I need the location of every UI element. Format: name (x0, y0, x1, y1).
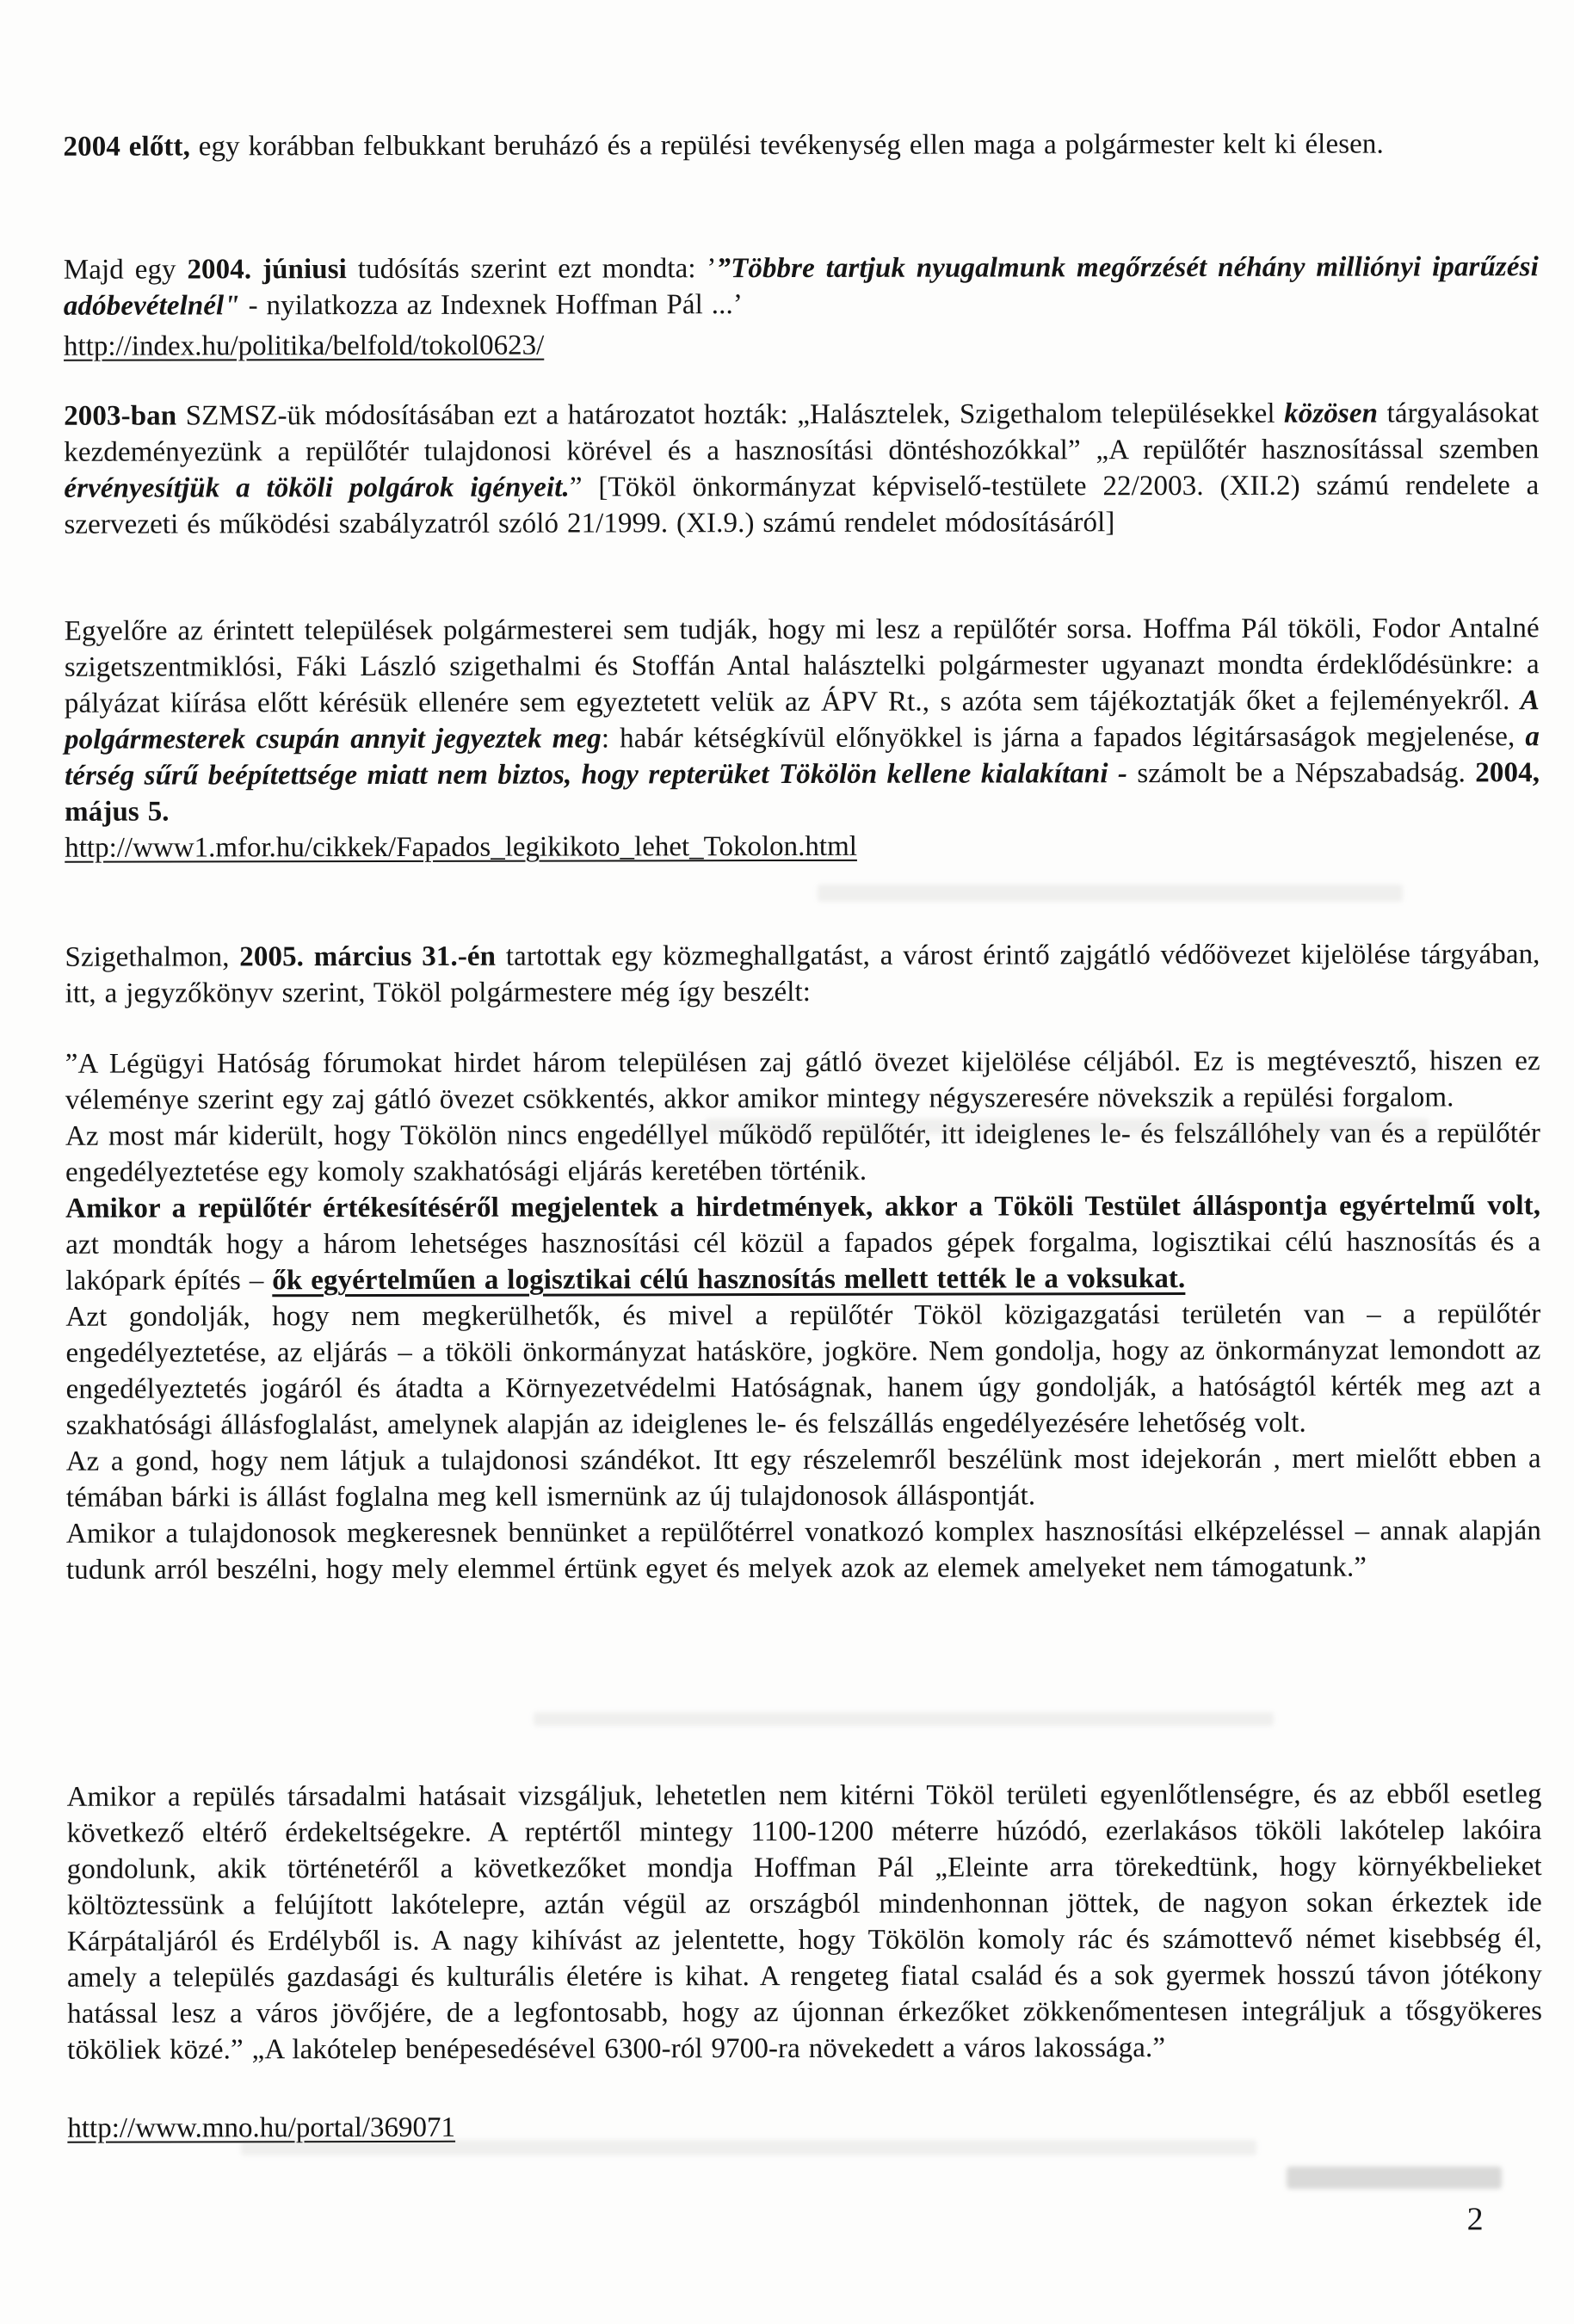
paragraph-azt-gondoljak: Azt gondolják, hogy nem megkerülhetők, és mivel a repülőtér Tököl közigazgatási területén van – a repülőtér engedélyeztetése, az eljárás – a tököli önkormányzat hatásköre, jogköre. Nem gondolja, hogy az önkormányzat lemondott az engedélyeztetés jogáról és átadta a Környezetvédelmi Hatóságnak, hanem úgy gondolják, a hatóságtól kérték meg azt a szakhatósági állásfoglalást, amelynek alapján az ideiglenes le- és felszállás engedélyezésére lehetőség volt. (65, 1298, 1541, 1441)
text-run-bold: 2005. március 31.-én (239, 940, 497, 973)
text-run-bold: 2003-ban (64, 400, 177, 432)
text-run: Egyelőre az érintett települések polgármesterei sem tudják, hogy mi lesz a repülőtér sorsa. Hoffma Pál tököli, Fodor Antalné szigetszentmiklósi, Fáki László szigethalmi és Stoffán Antal halásztelki polgármester ugyanazt mondta érdeklődésünkre: a pályázat kiírása előtt kérésük ellenére sem egyeztetett velük az ÁPV Rt., s azóta sem tájékoztatják őket a fejleményekről. (64, 613, 1540, 719)
text-run: - nyilatkozza az Indexnek Hoffman Pál ...’ (239, 289, 743, 322)
paragraph-polgarmesterek (65, 610, 1540, 830)
text-run-bold-italic: érvényesítjük a tököli polgárok igényeit. (64, 472, 570, 504)
link-index-url: http://index.hu/politika/belfold/tokol0623/ (63, 330, 545, 362)
link-mfor-url: http://www1.mfor.hu/cikkek/Fapados_legikikoto_lehet_Tokolon.html (65, 830, 857, 864)
text-run: egy korábban felbukkant beruházó és a repülési tevékenység ellen maga a polgármester kelt ki élesen. (189, 128, 1384, 163)
text-run: : habár kétségkívül előnyökkel is járna a fapados légitársaságok megjelenése, (601, 721, 1526, 755)
text-run: tárgyalásokat kezdeményezünk a repülőtér tulajdonosi körével és a hasznosítási döntéshozókkal” „A repülőtér hasznosítással szemben (64, 398, 1540, 468)
scan-artifact (706, 1119, 1429, 1134)
paragraph-tulajdonosok: Amikor a tulajdonosok megkeresnek bennünket a repülőtérrel vonatkozó komplex hasznosítási elképzeléssel – annak alapján tudunk arról beszélni, hogy mely elemmel értünk egyet és melyek azok az elemek amelyeket nem támogatunk.” (65, 1515, 1541, 1586)
text-run: azt mondták hogy a három lehetséges hasznosítási cél közül a fapados gépek forgalma, logisztikai célú hasznosítás és a lakópark építés – (65, 1226, 1541, 1297)
text-run-bold-italic: ”Többre tartjuk nyugalmunk megőrzését néhány milliónyi iparűzési adóbevételnél" (63, 251, 1539, 322)
scan-artifact (534, 1712, 1274, 1726)
scan-artifact (818, 885, 1403, 902)
paragraph-az-a-gond: Az a gond, hogy nem látjuk a tulajdonosi szándékot. Itt egy részelemről beszélünk most idejekorán , mert mielőtt ebben a témában bárki is állást foglalna meg kell ismernünk az új tulajdonosok álláspontját. (65, 1443, 1541, 1513)
paragraph-2004-elott (63, 126, 1538, 165)
text-run-bold-underline: ők egyértelműen a logisztikai célú hasznosítás mellett tették le a voksukat. (272, 1263, 1186, 1297)
text-run-bold: Amikor a repülőtér értékesítéséről megjelentek a hirdetmények, akkor a Tököli Testület álláspontja egyértelmű volt, (65, 1190, 1541, 1224)
link-mno-url: http://www.mno.hu/portal/369071 (67, 2111, 456, 2144)
text-run: Majd egy (63, 254, 188, 286)
text-run: Szigethalmon, (65, 941, 240, 973)
paragraph-2003-szmsz (64, 395, 1539, 543)
text-run-bold: 2004. júniusi (187, 254, 347, 286)
scan-artifact (241, 2140, 1256, 2155)
text-run-bold: 2004, május 5. (65, 757, 1540, 828)
text-run: tudósítás szerint ezt mondta: ’ (346, 253, 717, 286)
paragraph-2004-juniusi (64, 249, 1539, 324)
text-run-bold: 2004 előtt, (63, 131, 190, 163)
paragraph-tarsadalmi-hatasok: Amikor a repülés társadalmi hatásait vizsgáljuk, lehetetlen nem kitérni Tököl területi egyenlőtlenségre, és az ebből esetleg következő eltérő érdekeltségekre. A reptértől mintegy 1100-1200 méterre húzódó, ezerlakásos tököli lakótelep lakóira gondolunk, akik történetéről a következőket mondja Hoffman Pál „Eleinte arra törekedtünk, hogy környékbelieket költöztessünk a felújított lakótelepre, aztán végül az országból mindenhonnan jöttek, de nagyon sokan érkeztek ide Kárpátaljáról és Erdélyből is. A nagy kihívást az jelentette, hogy Tökölön komoly rác és számottevő német kisebbség él, amely a település gazdasági és kulturális életére is kihat. A rengeteg fiatal család és a sok gyermek hosszú távon jótékony hatással lesz a város jövőjére, de a legfontosabb, hogy az újonnan érkezőket zökkenőmentesen integráljuk a tősgyökeres tököliek közé.” „A lakótelep benépesedésével 6300-ról 9700-ra növekedett a város lakossága.” (66, 1778, 1543, 2066)
paragraph-szigethalmon (65, 936, 1540, 1012)
text-run-bold-italic: A polgármesterek csupán annyit jegyeztek meg (64, 685, 1540, 755)
page-number: 2 (1466, 2201, 1484, 2238)
paragraph-kiderult: Az most már kiderült, hogy Tökölön nincs engedéllyel működő repülőtér, itt ideiglenes le- és felszállóhely van és a repülőtér engedélyeztetése egy komoly szakhatósági eljárás keretében történik. (65, 1118, 1540, 1188)
text-run: számolt be a Népszabadság. (1126, 757, 1476, 790)
text-run: ” [Tököl önkormányzat képviselő-testülete 22/2003. (XII.2) számú rendelete a szervezeti és működési szabályzatról szóló 21/1999. (XI.9.) számú rendelet módosításáról] (64, 470, 1540, 540)
paragraph-testulet-allaspontja (65, 1187, 1540, 1299)
text-run: SZMSZ-ük módosításában ezt a határozatot hozták: „Halásztelek, Szigethalom településekkel (176, 398, 1285, 432)
text-run-bold-italic: a térség sűrű beépítettsége miatt nem biztos, hogy repterüket Tökölön kellene kialakítani - (65, 721, 1540, 792)
scan-artifact (1287, 2167, 1502, 2189)
text-run: tartottak egy közmeghallgatást, a várost érintő zajgátló védőövezet kijelölése tárgyában, itt, a jegyzőkönyv szerint, Tököl polgármestere még így beszélt: (65, 939, 1540, 1009)
text-run-bold-italic: közösen (1284, 398, 1379, 429)
paragraph-legugyi-hatosag: ”A Légügyi Hatóság fórumokat hirdet három településen zaj gátló övezet kijelölése céljából. Ez is megtévesztő, hiszen ez véleménye szerint egy zaj gátló övezet csökkentés, akkor amikor mintegy négyszeresére növekszik a repülési forgalom. (65, 1045, 1540, 1116)
